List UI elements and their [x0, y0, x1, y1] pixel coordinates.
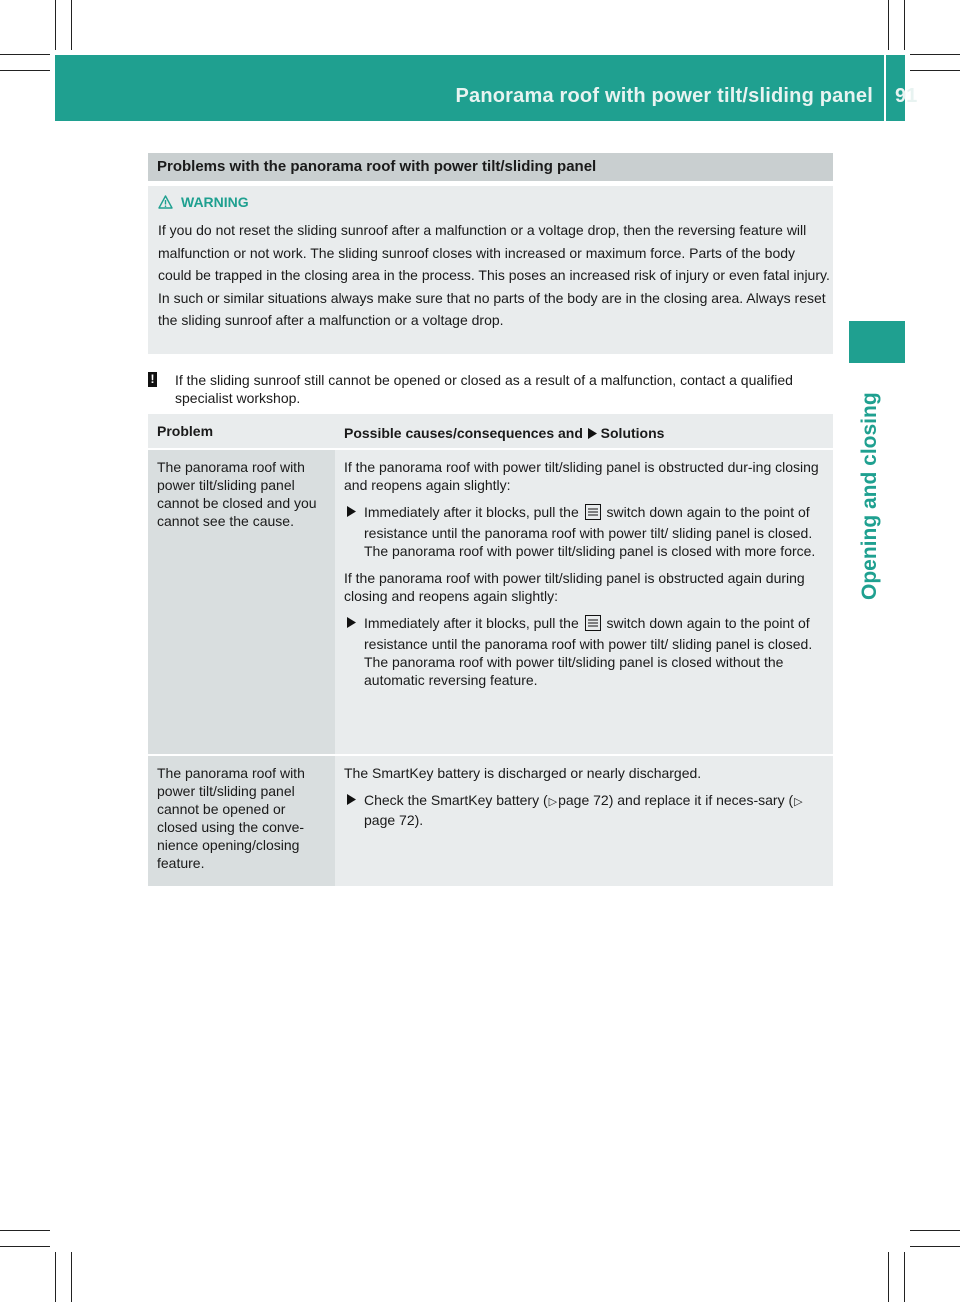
crop-mark [910, 1230, 960, 1231]
crop-mark [71, 0, 72, 50]
table-row [148, 754, 833, 886]
roof-switch-icon [585, 615, 601, 635]
page-reference-icon: ▷ [548, 796, 558, 808]
warning-header [158, 194, 249, 210]
action-step: Check the SmartKey battery (▷page 72) and replace it if neces-sary (▷page 72). [344, 791, 824, 829]
crop-mark [0, 1246, 50, 1247]
problem-cell: The panorama roof with power tilt/sliding panel cannot be closed and you cannot see the cause. [148, 448, 335, 754]
page-link[interactable]: page 72 [364, 812, 415, 828]
warning-paragraph: If you do not reset the sliding sunroof after a malfunction or a voltage drop, then the reversing feature will malfunction or not work. The sliding sunroof closes with increased or maximum force. Parts of the body could be trapped in the closing area in the process. This poses an increased risk of injury or even fatal injury. [158, 222, 830, 283]
note [148, 371, 833, 407]
crop-mark [910, 70, 960, 71]
warning-paragraph: In such or similar situations always make sure that no parts of the body are in the closing area. Always reset the sliding sunroof after a malfunction or a voltage drop. [158, 289, 826, 328]
header-divider [884, 55, 886, 121]
crop-mark [0, 1230, 50, 1231]
crop-mark [55, 0, 56, 50]
crop-mark [904, 1252, 905, 1302]
header-title: Panorama roof with power tilt/sliding panel [455, 85, 873, 107]
note-text: If the sliding sunroof still cannot be opened or closed as a result of a malfunction, contact a qualified specialist workshop. [175, 372, 793, 406]
problem-cell: The panorama roof with power tilt/sliding panel cannot be opened or closed using the conve-nience opening/closing feature. [148, 754, 335, 886]
cause-text: If the panorama roof with power tilt/sliding panel is obstructed dur-ing closing and reopens again slightly: [344, 459, 819, 493]
crop-mark [910, 1246, 960, 1247]
warning-box [148, 186, 833, 354]
chapter-tab-marker [849, 321, 905, 363]
warning-text [158, 219, 830, 332]
problem-table [148, 414, 833, 886]
page-header [55, 55, 918, 121]
warning-triangle-icon [158, 195, 173, 209]
solution-cell [335, 448, 833, 754]
page-reference-icon: ▷ [794, 796, 803, 808]
section-title: Problems with the panorama roof with power tilt/sliding panel [157, 158, 597, 175]
crop-mark [55, 1252, 56, 1302]
arrow-icon [344, 503, 364, 560]
crop-mark [888, 1252, 889, 1302]
solution-cell [335, 754, 833, 886]
action-step: Immediately after it blocks, pull the switch down again to the point of resistance until the panorama roof with power tilt/ sliding panel is closed. The panorama roof with power tilt/sliding panel is closed with more force. [344, 503, 824, 560]
chapter-label: Opening and closing [858, 392, 881, 600]
crop-mark [0, 54, 50, 55]
attention-icon: ! [148, 372, 157, 387]
arrow-icon [344, 791, 364, 829]
cause-text: If the panorama roof with power tilt/sliding panel is obstructed again during closing and reopens again slightly: [344, 570, 805, 604]
column-header-problem: Problem [148, 414, 335, 448]
crop-mark [910, 54, 960, 55]
section-title-bar [148, 153, 833, 181]
page-number: 91 [895, 85, 918, 107]
roof-switch-icon [585, 504, 601, 524]
column-header-solutions: Possible causes/consequences and Solutions [335, 414, 833, 448]
table-header-row [148, 414, 833, 448]
crop-mark [904, 0, 905, 50]
crop-mark [888, 0, 889, 50]
action-step: Immediately after it blocks, pull the switch down again to the point of resistance until the panorama roof with power tilt/ sliding panel is closed. The panorama roof with power tilt/sliding panel is closed without the automatic reversing feature. [344, 614, 824, 689]
arrow-icon [587, 425, 597, 441]
crop-mark [0, 70, 50, 71]
page-link[interactable]: page 72 [558, 792, 609, 808]
arrow-icon [344, 614, 364, 689]
table-row [148, 448, 833, 754]
cause-text: The SmartKey battery is discharged or nearly discharged. [344, 765, 702, 781]
warning-label: WARNING [181, 194, 249, 210]
crop-mark [71, 1252, 72, 1302]
